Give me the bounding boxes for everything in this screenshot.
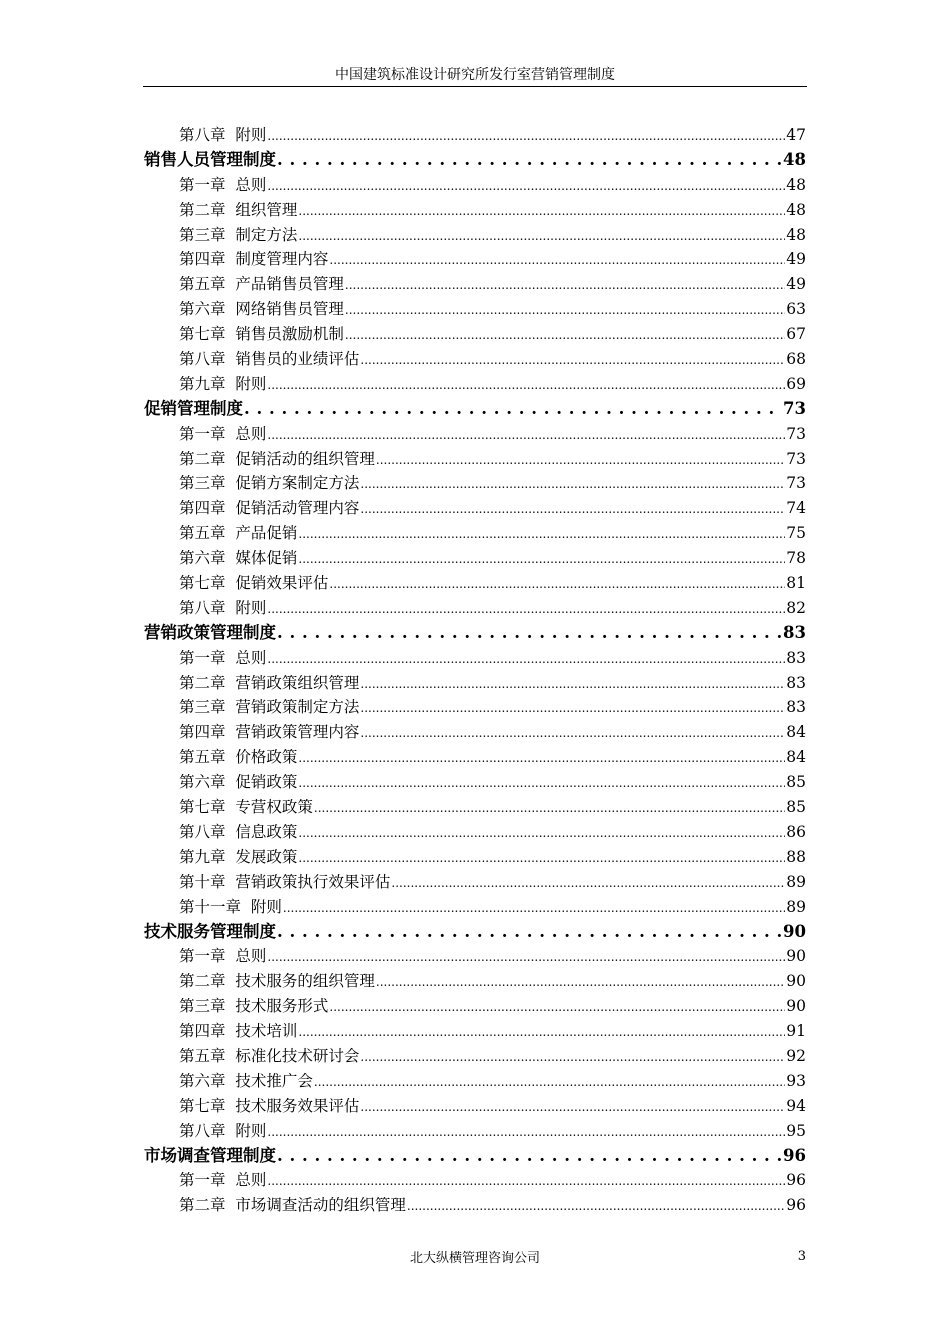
toc-chapter-entry[interactable]: [144, 870, 806, 895]
toc-entry-title: 总则: [235, 424, 267, 443]
toc-page-number: 90: [786, 972, 806, 991]
dot-leader: [267, 944, 785, 969]
dot-leader: [345, 297, 785, 322]
toc-chapter-number: 第一章: [179, 1171, 226, 1190]
dot-leader: [298, 770, 785, 795]
toc-page-number: 81: [786, 574, 806, 593]
dot-leader: [329, 571, 785, 596]
toc-chapter-number: 第三章: [179, 474, 226, 493]
toc-entry-title: 总则: [235, 648, 267, 667]
toc-page-number: 69: [786, 374, 806, 393]
toc-chapter-entry[interactable]: [144, 322, 806, 347]
toc-page-number: 96: [786, 1196, 806, 1215]
dot-leader: [345, 322, 785, 347]
toc-chapter-entry[interactable]: [144, 223, 806, 248]
toc-page-number: 91: [786, 1022, 806, 1041]
toc-entry-title: 附则: [235, 126, 267, 144]
toc-entry-title: 信息政策: [235, 822, 298, 841]
toc-chapter-entry[interactable]: [144, 770, 806, 795]
toc-chapter-entry[interactable]: [144, 1094, 806, 1119]
dot-leader: [298, 745, 785, 770]
toc-chapter-entry[interactable]: [144, 297, 806, 322]
toc-page-number: 90: [786, 997, 806, 1016]
toc-chapter-number: 第九章: [179, 374, 226, 393]
dot-leader: [360, 1094, 785, 1119]
toc-page-number: 92: [786, 1046, 806, 1065]
toc-page-number: 49: [786, 275, 806, 294]
toc-chapter-entry[interactable]: [144, 1119, 806, 1144]
toc-entry-title: 附则: [235, 374, 267, 393]
toc-entry-title: 发展政策: [235, 847, 298, 866]
toc-chapter-entry[interactable]: [144, 471, 806, 496]
toc-page-number: 88: [786, 847, 806, 866]
toc-page-number: 78: [786, 549, 806, 568]
dot-leader: [360, 496, 785, 521]
toc-chapter-number: 第八章: [179, 126, 226, 144]
toc-chapter-entry[interactable]: [144, 422, 806, 447]
toc-entry-title: 专营权政策: [235, 798, 313, 817]
dot-leader: [314, 1069, 785, 1094]
toc-page-number: 73: [786, 449, 806, 468]
toc-page-number: 86: [786, 822, 806, 841]
dot-leader: [360, 695, 785, 720]
dot-leader: [267, 646, 785, 671]
toc-chapter-number: 第七章: [179, 798, 226, 817]
dot-leader: [360, 671, 785, 696]
toc-chapter-number: 第八章: [179, 822, 226, 841]
dot-leader: [329, 994, 785, 1019]
dot-leader: [360, 347, 785, 372]
toc-chapter-number: 第一章: [179, 424, 226, 443]
toc-section-title: 营销政策管理制度: [144, 622, 276, 642]
dot-leader: [329, 247, 785, 272]
toc-chapter-number: 第六章: [179, 773, 226, 792]
toc-chapter-entry[interactable]: [144, 745, 806, 770]
toc-section-entry[interactable]: [144, 148, 806, 173]
toc-entry-title: 促销效果评估: [235, 574, 329, 593]
toc-chapter-number: 第三章: [179, 225, 226, 244]
dot-leader: [267, 1168, 785, 1193]
toc-page-number: 68: [786, 350, 806, 369]
toc-entry-title: 营销政策执行效果评估: [235, 872, 391, 891]
toc-entry-title: 产品销售员管理: [235, 275, 344, 294]
toc-chapter-entry[interactable]: [144, 521, 806, 546]
toc-chapter-entry[interactable]: [144, 372, 806, 397]
toc-entry-title: 网络销售员管理: [235, 300, 344, 319]
dot-leader: [314, 795, 785, 820]
dot-leader: [277, 1144, 782, 1169]
dot-leader: [267, 596, 785, 621]
toc-chapter-number: 第七章: [179, 1096, 226, 1115]
toc-page-number: 73: [786, 424, 806, 443]
toc-entry-title: 技术服务效果评估: [235, 1096, 360, 1115]
toc-entry-title: 总则: [235, 175, 267, 194]
toc-page-number: 48: [786, 175, 806, 194]
dot-leader: [283, 895, 785, 920]
footer-page-number: 3: [797, 1249, 806, 1264]
toc-page-number: 63: [786, 300, 806, 319]
toc-page-number: 48: [786, 225, 806, 244]
toc-chapter-number: 第九章: [179, 847, 226, 866]
toc-entry-title: 附则: [235, 1121, 267, 1140]
toc-section-entry[interactable]: [144, 1144, 806, 1169]
toc-page-number: 83: [786, 698, 806, 717]
toc-chapter-number: 第二章: [179, 1196, 226, 1215]
toc-chapter-number: 第十一章: [179, 897, 242, 916]
toc-chapter-entry[interactable]: [144, 969, 806, 994]
toc-chapter-entry[interactable]: [144, 596, 806, 621]
toc-chapter-number: 第四章: [179, 723, 226, 742]
dot-leader: [360, 1044, 785, 1069]
toc-page-number: 85: [786, 798, 806, 817]
toc-chapter-entry[interactable]: [144, 198, 806, 223]
toc-chapter-number: 第八章: [179, 350, 226, 369]
toc-entry-title: 促销政策: [235, 773, 298, 792]
toc-section-entry[interactable]: [144, 621, 806, 646]
toc-chapter-entry[interactable]: [144, 671, 806, 696]
toc-chapter-entry[interactable]: [144, 994, 806, 1019]
dot-leader: [360, 471, 785, 496]
dot-leader: [298, 223, 785, 248]
header-title: 中国建筑标准设计研究所发行室营销管理制度: [335, 67, 615, 83]
toc-page-number: 96: [783, 1145, 806, 1165]
dot-leader: [244, 397, 782, 422]
toc-chapter-entry[interactable]: [144, 347, 806, 372]
toc-page-number: 67: [786, 325, 806, 344]
toc-chapter-entry[interactable]: [144, 571, 806, 596]
toc-chapter-entry[interactable]: [144, 272, 806, 297]
toc-page-number: 49: [786, 250, 806, 269]
toc-chapter-entry[interactable]: [144, 720, 806, 745]
toc-entry-title: 产品促销: [235, 524, 298, 543]
toc-chapter-number: 第十章: [179, 872, 226, 891]
toc-chapter-number: 第三章: [179, 997, 226, 1016]
dot-leader: [298, 1019, 785, 1044]
toc-page-number: 93: [786, 1071, 806, 1090]
toc-entry-title: 总则: [235, 947, 267, 966]
toc-chapter-entry[interactable]: [144, 944, 806, 969]
toc-page-number: 95: [786, 1121, 806, 1140]
toc-entry-title: 标准化技术研讨会: [235, 1046, 360, 1065]
toc-page-number: 90: [786, 947, 806, 966]
toc-chapter-number: 第四章: [179, 1022, 226, 1041]
toc-entry-title: 媒体促销: [235, 549, 298, 568]
toc-chapter-number: 第一章: [179, 947, 226, 966]
toc-entry-title: 促销方案制定方法: [235, 474, 360, 493]
toc-page-number: 94: [786, 1096, 806, 1115]
toc-page-number: 83: [786, 673, 806, 692]
toc-chapter-entry[interactable]: [144, 1193, 806, 1218]
toc-entry-title: 附则: [235, 598, 267, 617]
toc-entry-title: 促销活动的组织管理: [235, 449, 375, 468]
toc-chapter-number: 第二章: [179, 673, 226, 692]
toc-entry-title: 技术推广会: [235, 1071, 313, 1090]
toc-entry-title: 组织管理: [235, 200, 298, 219]
toc-chapter-number: 第八章: [179, 1121, 226, 1140]
toc-entry-title: 附则: [250, 897, 282, 916]
toc-entry-title: 价格政策: [235, 748, 298, 767]
toc-chapter-number: 第七章: [179, 574, 226, 593]
toc-chapter-entry[interactable]: [144, 496, 806, 521]
toc-chapter-entry[interactable]: [144, 820, 806, 845]
page-header: [143, 64, 807, 87]
toc-section-title: 促销管理制度: [144, 398, 243, 418]
table-of-contents: [144, 123, 806, 1218]
toc-section-entry[interactable]: [144, 920, 806, 945]
toc-page-number: 89: [786, 897, 806, 916]
toc-chapter-entry[interactable]: [144, 173, 806, 198]
toc-section-title: 技术服务管理制度: [144, 921, 276, 941]
toc-entry-title: 制度管理内容: [235, 250, 329, 269]
toc-page-number: 73: [786, 474, 806, 493]
toc-section-entry[interactable]: [144, 397, 806, 422]
toc-page-number: 90: [783, 921, 806, 941]
toc-chapter-entry[interactable]: [144, 1044, 806, 1069]
footer-company: 北大纵横管理咨询公司: [409, 1251, 540, 1266]
toc-chapter-number: 第五章: [179, 748, 226, 767]
toc-section-title: 销售人员管理制度: [144, 149, 276, 169]
dot-leader: [298, 845, 785, 870]
toc-page-number: 82: [786, 598, 806, 617]
toc-chapter-entry[interactable]: [144, 247, 806, 272]
toc-chapter-entry[interactable]: [144, 795, 806, 820]
toc-chapter-number: 第五章: [179, 524, 226, 543]
toc-chapter-number: 第五章: [179, 1046, 226, 1065]
toc-page-number: 83: [783, 622, 806, 642]
toc-chapter-number: 第五章: [179, 275, 226, 294]
toc-chapter-entry[interactable]: [144, 1019, 806, 1044]
toc-chapter-number: 第三章: [179, 698, 226, 717]
toc-chapter-number: 第二章: [179, 449, 226, 468]
dot-leader: [376, 447, 785, 472]
toc-page-number: 89: [786, 872, 806, 891]
toc-chapter-entry[interactable]: [144, 845, 806, 870]
dot-leader: [298, 820, 785, 845]
dot-leader: [360, 720, 785, 745]
dot-leader: [277, 621, 782, 646]
dot-leader: [391, 870, 785, 895]
toc-entry-title: 总则: [235, 1171, 267, 1190]
toc-page-number: 84: [786, 723, 806, 742]
toc-entry-title: 技术培训: [235, 1022, 298, 1041]
toc-page-number: 47: [786, 126, 806, 144]
dot-leader: [267, 123, 785, 148]
toc-entry-title: 技术服务形式: [235, 997, 329, 1016]
dot-leader: [277, 920, 782, 945]
toc-chapter-entry[interactable]: [144, 1069, 806, 1094]
toc-chapter-number: 第六章: [179, 300, 226, 319]
toc-entry-title: 技术服务的组织管理: [235, 972, 375, 991]
toc-page-number: 83: [786, 648, 806, 667]
toc-chapter-number: 第二章: [179, 200, 226, 219]
dot-leader: [277, 148, 782, 173]
toc-chapter-number: 第六章: [179, 1071, 226, 1090]
toc-page-number: 48: [783, 149, 806, 169]
toc-page-number: 75: [786, 524, 806, 543]
toc-page-number: 85: [786, 773, 806, 792]
dot-leader: [267, 422, 785, 447]
dot-leader: [298, 198, 785, 223]
toc-section-title: 市场调查管理制度: [144, 1145, 276, 1165]
dot-leader: [345, 272, 785, 297]
dot-leader: [267, 173, 785, 198]
toc-chapter-entry[interactable]: [144, 447, 806, 472]
toc-chapter-number: 第二章: [179, 972, 226, 991]
toc-chapter-entry[interactable]: [144, 546, 806, 571]
toc-entry-title: 营销政策制定方法: [235, 698, 360, 717]
toc-page-number: 84: [786, 748, 806, 767]
dot-leader: [407, 1193, 785, 1218]
dot-leader: [267, 1119, 785, 1144]
toc-page-number: 96: [786, 1171, 806, 1190]
toc-chapter-entry[interactable]: [144, 895, 806, 920]
toc-chapter-number: 第四章: [179, 499, 226, 518]
toc-page-number: 73: [783, 398, 806, 418]
toc-entry-title: 市场调查活动的组织管理: [235, 1196, 406, 1215]
toc-chapter-entry[interactable]: [144, 1168, 806, 1193]
toc-chapter-number: 第七章: [179, 325, 226, 344]
toc-entry-title: 销售员的业绩评估: [235, 350, 360, 369]
toc-chapter-entry[interactable]: [144, 123, 806, 148]
toc-entry-title: 销售员激励机制: [235, 325, 344, 344]
toc-chapter-number: 第八章: [179, 598, 226, 617]
dot-leader: [376, 969, 785, 994]
toc-entry-title: 营销政策组织管理: [235, 673, 360, 692]
toc-chapter-entry[interactable]: [144, 646, 806, 671]
dot-leader: [298, 521, 785, 546]
toc-page-number: 48: [786, 200, 806, 219]
toc-chapter-number: 第一章: [179, 648, 226, 667]
dot-leader: [267, 372, 785, 397]
toc-chapter-number: 第一章: [179, 175, 226, 194]
toc-chapter-number: 第六章: [179, 549, 226, 568]
toc-entry-title: 制定方法: [235, 225, 298, 244]
dot-leader: [298, 546, 785, 571]
toc-entry-title: 促销活动管理内容: [235, 499, 360, 518]
toc-chapter-entry[interactable]: [144, 695, 806, 720]
toc-page-number: 74: [786, 499, 806, 518]
toc-chapter-number: 第四章: [179, 250, 226, 269]
toc-entry-title: 营销政策管理内容: [235, 723, 360, 742]
